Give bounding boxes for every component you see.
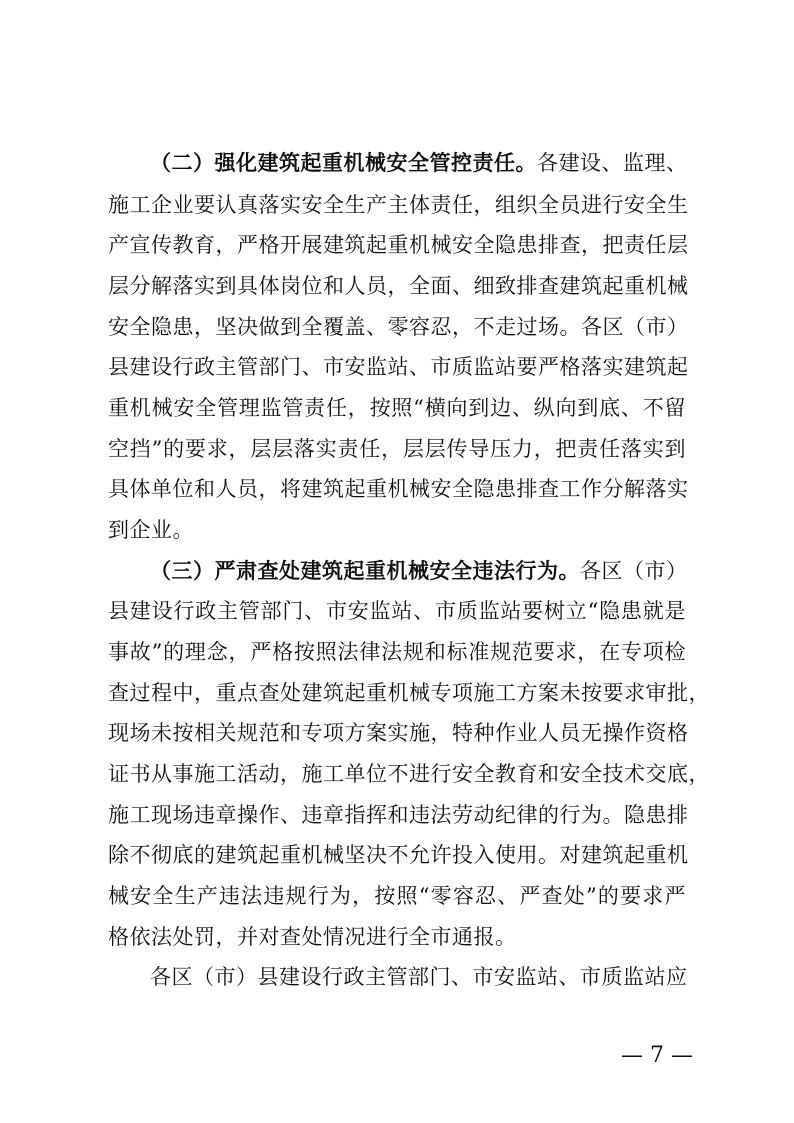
paragraph-2-line-10: 到企业。 <box>108 518 194 542</box>
paragraph-3-text: 各区（市） <box>580 559 688 583</box>
paragraph-2-line-9: 具体单位和人员，将建筑起重机械安全隐患排查工作分解落实 <box>108 477 689 501</box>
paragraph-2-line-2: 施工企业要认真落实安全生产主体责任，组织全员进行安全生 <box>108 193 689 217</box>
paragraph-3-line-4: 查过程中，重点查处建筑起重机械专项施工方案未按要求审批， <box>108 681 710 705</box>
paragraph-3-line-10: 格依法处罚，并对查处情况进行全市通报。 <box>108 925 517 949</box>
paragraph-3-line-9: 械安全生产违法违规行为，按照“零容忍、严查处”的要求严 <box>108 884 686 908</box>
paragraph-2-line-8: 空挡”的要求，层层落实责任，层层传导压力，把责任落实到 <box>108 437 686 461</box>
paragraph-2-line-1 <box>150 148 686 178</box>
paragraph-3-line-1 <box>150 556 686 586</box>
paragraph-2-heading: （二）强化建筑起重机械安全管控责任。 <box>150 150 537 175</box>
paragraph-2-line-7: 重机械安全管理监管责任，按照“横向到边、纵向到底、不留 <box>108 396 686 420</box>
paragraph-3-heading: （三）严肃查处建筑起重机械安全违法行为。 <box>150 558 580 583</box>
paragraph-3-line-8: 除不彻底的建筑起重机械坚决不允许投入使用。对建筑起重机 <box>108 843 689 867</box>
page-number: — 7 — <box>621 1043 693 1068</box>
paragraph-3-line-2: 县建设行政主管部门、市安监站、市质监站要树立“隐患就是 <box>108 599 686 623</box>
paragraph-2-line-5: 安全隐患，坚决做到全覆盖、零容忍，不走过场。各区（市） <box>108 315 689 339</box>
paragraph-2-line-6: 县建设行政主管部门、市安监站、市质监站要严格落实建筑起 <box>108 355 689 379</box>
paragraph-2-line-4: 层分解落实到具体岗位和人员，全面、细致排查建筑起重机械 <box>108 274 689 298</box>
paragraph-3-line-6: 证书从事施工活动，施工单位不进行安全教育和安全技术交底， <box>108 762 710 786</box>
paragraph-2-text: 各建设、监理、 <box>537 151 688 175</box>
paragraph-3-line-5: 现场未按相关规范和专项方案实施，特种作业人员无操作资格 <box>108 721 689 745</box>
paragraph-3-line-7: 施工现场违章操作、违章指挥和违法劳动纪律的行为。隐患排 <box>108 803 689 827</box>
paragraph-2-line-3: 产宣传教育，严格开展建筑起重机械安全隐患排查，把责任层 <box>108 233 689 257</box>
paragraph-4-line-1: 各区（市）县建设行政主管部门、市安监站、市质监站应 <box>150 965 688 989</box>
paragraph-3-line-3: 事故”的理念，严格按照法律法规和标准规范要求，在专项检 <box>108 640 686 664</box>
